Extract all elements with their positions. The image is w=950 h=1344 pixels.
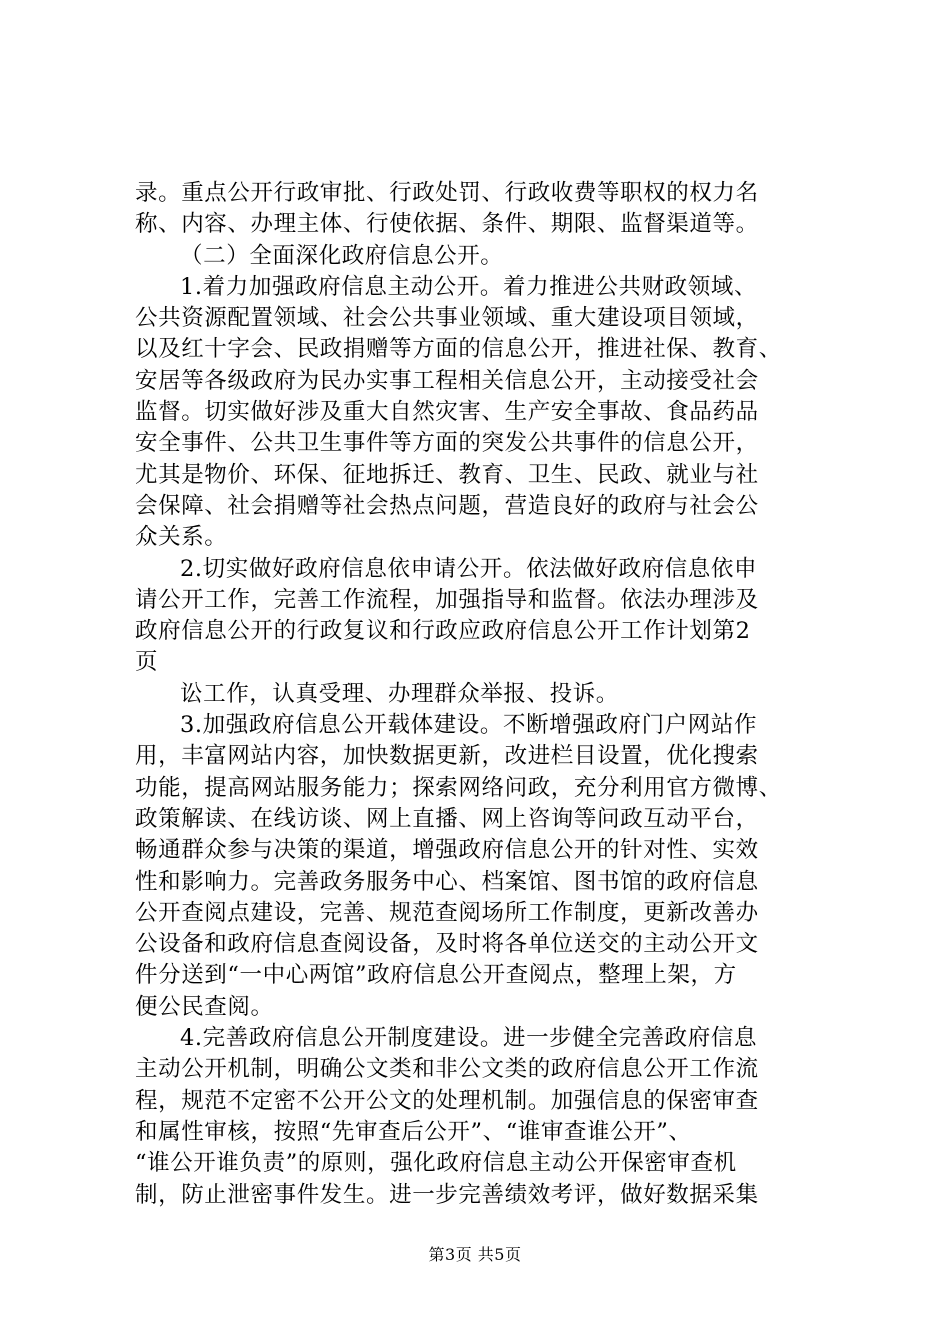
- text-line: 用，丰富网站内容，加快数据更新，改进栏目设置，优化搜索: [135, 743, 759, 770]
- text-line: 众关系。: [135, 524, 228, 551]
- text-line: “谁公开谁负责”的原则，强化政府信息主动公开保密审查机: [135, 1150, 737, 1177]
- text-line: 1.着力加强政府信息主动公开。着力推进公共财政领域、: [180, 273, 758, 300]
- text-line: 程，规范不定密不公开公文的处理机制。加强信息的保密审查: [135, 1087, 759, 1114]
- text-line: 会保障、社会捐赠等社会热点问题，营造良好的政府与社会公: [135, 492, 759, 519]
- text-line: 公开查阅点建设，完善、规范查阅场所工作制度，更新改善办: [135, 899, 759, 926]
- text-line: 公设备和政府信息查阅设备，及时将各单位送交的主动公开文: [135, 931, 759, 958]
- text-line: 3.加强政府信息公开载体建设。不断增强政府门户网站作: [180, 712, 758, 739]
- text-line: 件分送到“一中心两馆”政府信息公开查阅点，整理上架，方: [135, 962, 737, 989]
- text-line: 页: [135, 649, 159, 676]
- text-line: 安居等各级政府为民办实事工程相关信息公开，主动接受社会: [135, 367, 759, 394]
- text-line: 监督。切实做好涉及重大自然灾害、生产安全事故、食品药品: [135, 399, 759, 426]
- text-line: 畅通群众参与决策的渠道，增强政府信息公开的针对性、实效: [135, 837, 759, 864]
- text-line: 和属性审核，按照“先审查后公开”、“谁审查谁公开”、: [135, 1118, 692, 1145]
- text-line: 政府信息公开的行政复议和行政应政府信息公开工作计划第2: [135, 618, 751, 645]
- text-line: 安全事件、公共卫生事件等方面的突发公共事件的信息公开，: [135, 430, 759, 457]
- text-line: 尤其是物价、环保、征地拆迁、教育、卫生、民政、就业与社: [135, 461, 759, 488]
- page-footer: 第3页 共5页: [428, 1245, 522, 1264]
- text-line: 公共资源配置领域、社会公共事业领域、重大建设项目领域，: [135, 305, 759, 332]
- text-line: 称、内容、办理主体、行使依据、条件、期限、监督渠道等。: [135, 211, 759, 238]
- text-line: 2.切实做好政府信息依申请公开。依法做好政府信息依申: [180, 555, 758, 582]
- text-line: 请公开工作，完善工作流程，加强指导和监督。依法办理涉及: [135, 586, 759, 613]
- text-line: 4.完善政府信息公开制度建设。进一步健全完善政府信息: [180, 1025, 758, 1052]
- text-line: 以及红十字会、民政捐赠等方面的信息公开，推进社保、教育、: [135, 336, 782, 363]
- text-line: 制，防止泄密事件发生。进一步完善绩效考评，做好数据采集: [135, 1181, 759, 1208]
- text-line: 政策解读、在线访谈、网上直播、网上咨询等问政互动平台，: [135, 805, 759, 832]
- text-line: 功能，提高网站服务能力；探索网络问政，充分利用官方微博、: [135, 774, 782, 801]
- text-line: 讼工作，认真受理、办理群众举报、投诉。: [180, 680, 619, 707]
- text-line: 性和影响力。完善政务服务中心、档案馆、图书馆的政府信息: [135, 868, 759, 895]
- text-line: 便公民查阅。: [135, 993, 274, 1020]
- text-line: （二）全面深化政府信息公开。: [180, 242, 504, 269]
- text-line: 录。重点公开行政审批、行政处罚、行政收费等职权的权力名: [135, 180, 759, 206]
- text-line: 主动公开机制，明确公文类和非公文类的政府信息公开工作流: [135, 1056, 759, 1083]
- document-body: [135, 178, 835, 1211]
